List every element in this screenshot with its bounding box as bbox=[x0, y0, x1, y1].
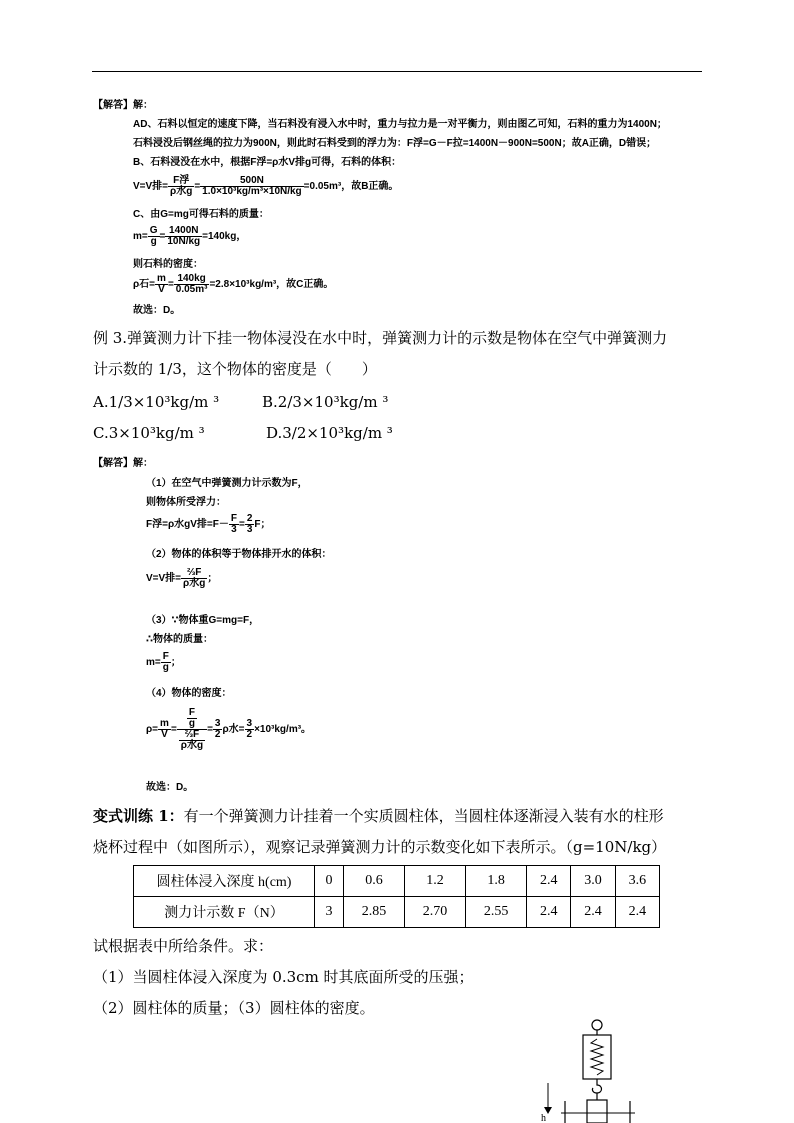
formula-text: ； bbox=[207, 573, 218, 585]
table-row bbox=[134, 897, 660, 928]
formula-text: ； bbox=[170, 657, 181, 669]
denominator: 3 bbox=[231, 524, 237, 535]
formula-text: V=V排= bbox=[133, 181, 169, 193]
solution-line: （4）物体的密度： bbox=[146, 688, 232, 699]
denominator: g bbox=[188, 718, 195, 729]
formula-density bbox=[133, 274, 333, 295]
numerator: 3 bbox=[214, 718, 221, 729]
table-cell: 1.2 bbox=[405, 866, 466, 897]
compound-fraction bbox=[177, 708, 207, 751]
solution-line: （3）∵物体重G=mg=F， bbox=[146, 615, 260, 626]
formula-mass bbox=[133, 226, 246, 247]
table-cell: 测力计示数 F（N） bbox=[134, 897, 315, 928]
equals: = bbox=[167, 279, 174, 291]
denominator: 0.05m³ bbox=[175, 284, 208, 295]
formula-buoyancy bbox=[146, 514, 271, 535]
denominator: g bbox=[162, 662, 169, 673]
formula-text: m= bbox=[133, 231, 148, 243]
table-cell: 2.4 bbox=[571, 897, 615, 928]
fraction bbox=[161, 652, 171, 673]
numerator: 140kg bbox=[174, 274, 210, 285]
numerator: m bbox=[160, 718, 169, 729]
equals: = bbox=[194, 181, 201, 193]
question-label: 变式训练 1： bbox=[93, 807, 184, 825]
solution-line: ∴物体的质量： bbox=[146, 634, 213, 645]
fraction bbox=[245, 514, 255, 535]
formula-text: =140kg， bbox=[202, 231, 247, 243]
solution-line: 则物体所受浮力： bbox=[146, 497, 226, 508]
solution-line: B、石料浸没在水中，根据F浮=ρ水V排g可得，石料的体积： bbox=[133, 157, 402, 168]
formula-text: ρ水= bbox=[222, 724, 245, 736]
question-line: 例 3.弹簧测力计下挂一物体浸没在水中时，弹簧测力计的示数是物体在空气中弹簧测力 bbox=[93, 329, 668, 347]
denominator: g bbox=[150, 236, 157, 247]
solution-line: C、由G=mg可得石料的质量： bbox=[133, 209, 269, 220]
solution-line: 故选：D。 bbox=[133, 305, 181, 316]
fraction bbox=[174, 274, 210, 295]
cylinder bbox=[587, 1100, 607, 1123]
formula-text: =0.05m³，故B正确。 bbox=[303, 181, 399, 193]
formula-mass bbox=[146, 652, 181, 673]
equals: = bbox=[207, 724, 213, 736]
question-text: 有一个弹簧测力计挂着一个实质圆柱体，当圆柱体逐渐浸入装有水的柱形 bbox=[183, 807, 664, 825]
table-cell: 2.70 bbox=[405, 897, 466, 928]
spring-scale-figure bbox=[535, 1015, 645, 1123]
denominator bbox=[177, 730, 207, 751]
table-cell: 圆柱体浸入深度 h(cm) bbox=[134, 866, 315, 897]
numerator: 3 bbox=[246, 718, 253, 729]
numerator: F浮 bbox=[168, 176, 194, 187]
equals: = bbox=[238, 519, 245, 531]
fraction bbox=[148, 226, 160, 247]
hook-icon bbox=[592, 1079, 601, 1093]
formula-text: m= bbox=[146, 657, 161, 669]
fraction bbox=[168, 176, 194, 197]
denominator: 1.0×10³kg/m³×10N/kg bbox=[202, 186, 302, 197]
table-cell: 0 bbox=[315, 866, 344, 897]
depth-label: h bbox=[541, 1113, 546, 1123]
table-cell: 3 bbox=[315, 897, 344, 928]
table-cell: 0.6 bbox=[344, 866, 405, 897]
equals: = bbox=[159, 231, 166, 243]
fraction bbox=[200, 176, 304, 197]
solution-line: （1）在空气中弹簧测力计示数为F， bbox=[146, 478, 308, 489]
fraction bbox=[158, 719, 171, 740]
option-b: B.2/3×10³kg/m ³ bbox=[262, 393, 389, 411]
fraction bbox=[181, 568, 207, 589]
table-cell: 2.4 bbox=[527, 866, 571, 897]
numerator: ⅔F bbox=[181, 568, 207, 579]
table-cell: 2.55 bbox=[466, 897, 527, 928]
formula-volume bbox=[146, 568, 217, 589]
numerator: 500N bbox=[200, 176, 304, 187]
denominator: 3 bbox=[246, 524, 253, 535]
table-cell: 1.8 bbox=[466, 866, 527, 897]
numerator: F bbox=[188, 707, 195, 718]
numerator: 1400N bbox=[165, 226, 202, 237]
fraction bbox=[229, 514, 239, 535]
numerator: F bbox=[162, 651, 169, 662]
data-table bbox=[133, 865, 660, 928]
fraction bbox=[179, 730, 205, 751]
numerator: F bbox=[230, 513, 237, 524]
option-d: D.3/2×10³kg/m ³ bbox=[266, 424, 393, 442]
formula-text: F浮=ρ水gV排=F－ bbox=[146, 519, 229, 531]
fraction bbox=[187, 708, 197, 729]
solution-line: 故选：D。 bbox=[146, 782, 194, 793]
question-line: （2）圆柱体的质量；（3）圆柱体的密度。 bbox=[93, 999, 375, 1017]
formula-text: =2.8×10³kg/m³，故C正确。 bbox=[209, 279, 334, 291]
table-cell: 2.85 bbox=[344, 897, 405, 928]
option-a: A.1/3×10³kg/m ³ bbox=[93, 393, 220, 411]
option-c: C.3×10³kg/m ³ bbox=[93, 424, 205, 442]
fraction bbox=[155, 274, 168, 295]
spring-icon bbox=[591, 1039, 603, 1075]
numerator: m bbox=[157, 273, 166, 284]
solution-line: 则石料的密度： bbox=[133, 259, 203, 270]
formula-text: ρ= bbox=[146, 724, 159, 736]
numerator: G bbox=[149, 225, 158, 236]
denominator: 2 bbox=[214, 729, 221, 740]
question-line: （1）当圆柱体浸入深度为 0.3cm 时其底面所受的压强； bbox=[93, 968, 474, 986]
formula-text: ×10³kg/m³。 bbox=[254, 724, 312, 736]
numerator: 2 bbox=[246, 513, 253, 524]
question-line bbox=[93, 809, 664, 824]
table-cell: 3.6 bbox=[615, 866, 659, 897]
denominator: V bbox=[158, 284, 165, 295]
table-row bbox=[134, 866, 660, 897]
question-line: 烧杯过程中（如图所示），观察记录弹簧测力计的示数变化如下表所示。（g=10N/kg） bbox=[93, 838, 667, 856]
denominator: 2 bbox=[246, 729, 253, 740]
table-cell: 2.4 bbox=[615, 897, 659, 928]
denominator: ρ水g bbox=[183, 578, 206, 589]
equals: = bbox=[170, 724, 177, 736]
denominator: ρ水g bbox=[170, 186, 193, 197]
solution-line: 石料浸没后钢丝绳的拉力为900N，则此时石料受到的浮力为：F浮=G－F拉=1400N－900N=500N；故A正确，D错误； bbox=[133, 138, 657, 149]
numerator: ⅔F bbox=[179, 730, 205, 741]
formula-text: V=V排= bbox=[146, 573, 182, 585]
question-line: 试根据表中所给条件。求： bbox=[93, 937, 274, 955]
denominator: 10N/kg bbox=[167, 236, 201, 247]
solution-line: （2）物体的体积等于物体排开水的体积： bbox=[146, 549, 332, 560]
solution-heading: 【解答】解： bbox=[93, 100, 153, 111]
question-line: 计示数的 1/3，这个物体的密度是（ ） bbox=[93, 360, 377, 378]
formula-density bbox=[146, 708, 311, 751]
denominator: ρ水g bbox=[180, 740, 204, 751]
fraction bbox=[245, 719, 255, 740]
hook-ring-icon bbox=[592, 1020, 602, 1030]
solution-line: AD、石料以恒定的速度下降，当石料没有浸入水中时，重力与拉力是一对平衡力，则由图乙可知，石料的重力为1400N； bbox=[133, 119, 667, 130]
denominator: V bbox=[161, 729, 168, 740]
numerator bbox=[177, 708, 207, 730]
formula-volume bbox=[133, 176, 398, 197]
fraction bbox=[165, 226, 202, 247]
header-rule bbox=[92, 71, 702, 72]
formula-text: F； bbox=[254, 519, 271, 531]
solution-heading: 【解答】解： bbox=[93, 458, 153, 469]
formula-text: ρ石= bbox=[133, 279, 156, 291]
table-cell: 2.4 bbox=[527, 897, 571, 928]
table-cell: 3.0 bbox=[571, 866, 615, 897]
